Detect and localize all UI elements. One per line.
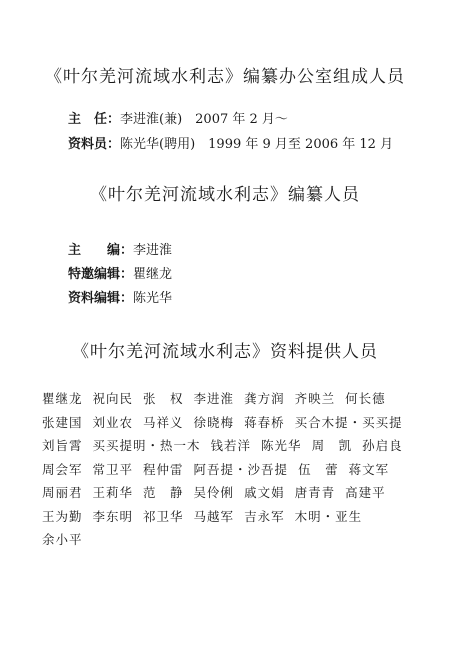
provider-name: 余小平: [42, 532, 83, 547]
providers-row: [42, 387, 413, 411]
provider-name: 刘旨霄: [42, 438, 83, 453]
providers-row: [42, 434, 413, 458]
provider-name: 蒋春桥: [244, 414, 285, 430]
provider-name: 吴伶俐: [193, 485, 235, 500]
provider-name: 买合木提・买买提: [294, 414, 403, 430]
provider-name: 高建平: [345, 485, 386, 500]
providers-list: [42, 387, 413, 552]
provider-name: 刘业农: [92, 414, 134, 430]
office-archivist-value: 陈光华(聘用) 1999 年 9 月至 2006 年 12 月: [120, 137, 394, 152]
chief-editor-value: 李进淮: [133, 243, 173, 258]
provider-name: 马越军: [193, 508, 235, 524]
office-staff-title: 《叶尔羌河流域水利志》编纂办公室组成人员: [45, 67, 405, 87]
providers-title: 《叶尔羌河流域水利志》资料提供人员: [72, 342, 378, 362]
provider-name: 程仲雷: [143, 461, 184, 477]
providers-row: [42, 458, 413, 482]
provider-name: 阿吾提・沙吾提: [193, 461, 289, 477]
provider-name: 祝向民: [92, 391, 134, 406]
provider-name: 伍 蕾: [298, 461, 339, 477]
data-editor-label: 资料编辑：: [68, 291, 134, 306]
provider-name: 范 静: [143, 485, 184, 500]
provider-name: 王为勤: [42, 508, 83, 524]
providers-row: [42, 528, 413, 552]
provider-name: 张 权: [143, 391, 184, 406]
provider-name: 瞿继龙: [42, 391, 83, 406]
provider-name: 钱若洋: [210, 438, 252, 453]
office-archivist-line: [68, 133, 393, 152]
provider-name: 木明・亚生: [294, 508, 363, 524]
provider-name: 齐映兰: [294, 391, 336, 406]
provider-name: 买买提明・热一木: [92, 438, 201, 453]
providers-row: [42, 505, 413, 529]
office-director-value: 李进淮(兼) 2007 年 2 月～: [120, 112, 288, 127]
provider-name: 唐青青: [294, 485, 336, 500]
provider-name: 徐晓梅: [193, 414, 235, 430]
provider-name: 陈光华: [261, 438, 302, 453]
guest-editor-label: 特邀编辑：: [68, 267, 134, 282]
data-editor-line: [68, 287, 172, 306]
chief-editor-line: [68, 239, 172, 258]
provider-name: 戚文娟: [244, 485, 285, 500]
provider-name: 蒋文军: [348, 461, 390, 477]
provider-name: 李进淮: [193, 391, 235, 406]
provider-name: 龚方润: [244, 391, 285, 406]
office-director-label: 主 任：: [68, 112, 121, 127]
provider-name: 周丽君: [42, 485, 83, 500]
chief-editor-label: 主 编：: [68, 243, 134, 258]
provider-name: 周会军: [42, 461, 83, 477]
provider-name: 李东明: [92, 508, 134, 524]
provider-name: 张建国: [42, 414, 83, 430]
provider-name: 孙启良: [362, 438, 403, 453]
providers-row: [42, 481, 413, 505]
provider-name: 祁卫华: [143, 508, 184, 524]
editors-title: 《叶尔羌河流域水利志》编纂人员: [90, 185, 360, 205]
provider-name: 王莉华: [92, 485, 134, 500]
office-director-line: [68, 108, 288, 127]
provider-name: 马祥义: [143, 414, 184, 430]
provider-name: 何长德: [345, 391, 386, 406]
provider-name: 常卫平: [92, 461, 134, 477]
guest-editor-line: [68, 263, 172, 282]
data-editor-value: 陈光华: [133, 291, 173, 306]
office-archivist-label: 资料员：: [68, 137, 121, 152]
provider-name: 周 凯: [311, 438, 353, 453]
providers-row: [42, 411, 413, 435]
guest-editor-value: 瞿继龙: [133, 267, 173, 282]
provider-name: 吉永军: [244, 508, 285, 524]
